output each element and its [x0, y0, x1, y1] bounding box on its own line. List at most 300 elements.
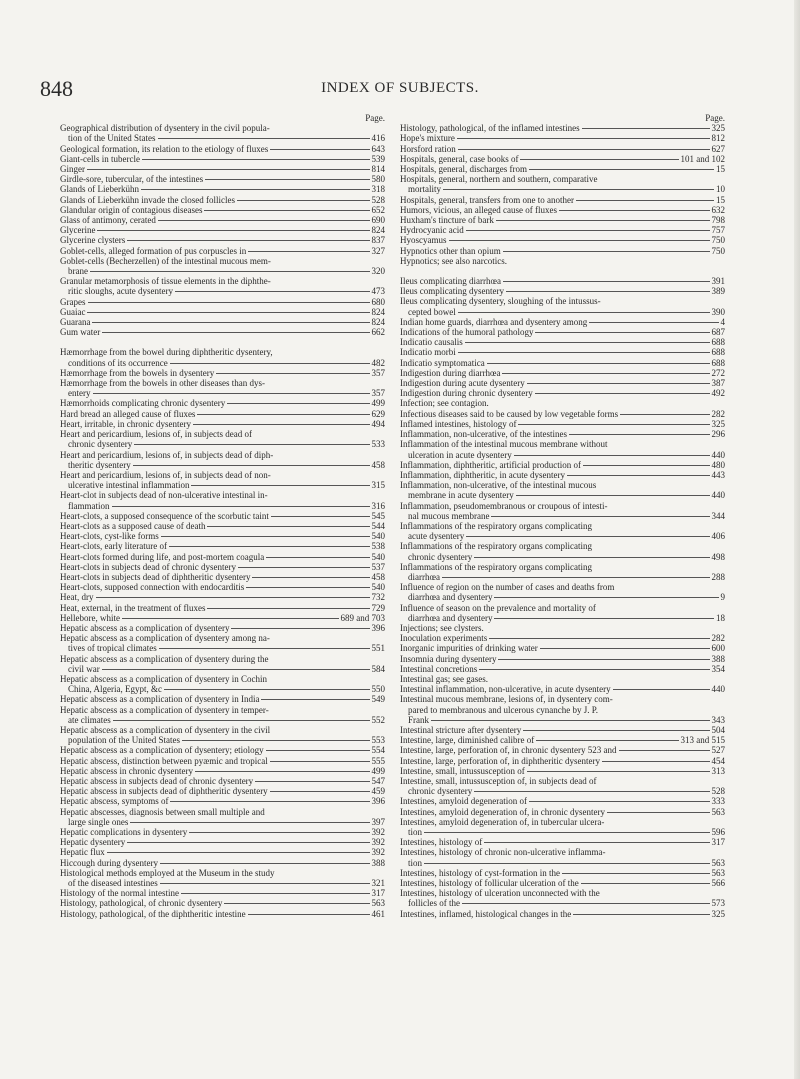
entry-text: ulcerative intestinal inflammation	[68, 480, 190, 491]
leader-line	[518, 424, 709, 425]
index-entry	[60, 398, 385, 408]
entry-text: Heart, irritable, in chronic dysentery	[60, 418, 191, 429]
leader-line	[457, 138, 710, 139]
index-entry	[60, 347, 385, 367]
section-gap	[400, 266, 725, 276]
index-entry	[400, 756, 725, 766]
entry-text: Heart and pericardium, lesions of, in subjects dead of diph-	[60, 449, 274, 460]
leader-line	[424, 863, 709, 864]
entry-text: Hope's mixture	[400, 133, 455, 144]
index-entry	[60, 154, 385, 164]
entry-text: Heart and pericardium, lesions of, in subjects dead of non-	[60, 469, 271, 480]
entry-page: 321	[371, 878, 385, 889]
index-entry	[60, 123, 385, 143]
leader-line	[175, 291, 370, 292]
entry-page: 392	[371, 847, 385, 858]
entry-page: 325	[711, 123, 725, 134]
entry-text: Intestine, large, perforation of, in diphtheritic dysentery	[400, 755, 601, 766]
index-entry	[60, 164, 385, 174]
index-entry	[400, 195, 725, 205]
leader-line	[503, 251, 710, 252]
entry-page: 688	[711, 357, 725, 368]
index-entry	[400, 388, 725, 398]
entry-page: 539	[371, 153, 385, 164]
index-entry	[60, 246, 385, 256]
entry-text: of the diseased intestines	[68, 878, 158, 889]
entry-text: Hypnotics; see also narcotics.	[400, 255, 507, 266]
entry-page: 729	[371, 602, 385, 613]
index-entry	[400, 582, 725, 602]
leader-line	[506, 291, 710, 292]
index-entry	[400, 745, 725, 755]
entry-page: 538	[371, 541, 385, 552]
leader-line	[494, 618, 714, 619]
index-entry	[60, 174, 385, 184]
entry-page: 688	[711, 337, 725, 348]
leader-line	[529, 169, 714, 170]
entry-page: 690	[371, 215, 385, 226]
entry-page: 282	[711, 633, 725, 644]
entry-text: Intestine, small, intussusception of, in subjects dead of	[400, 776, 597, 786]
entry-page: 545	[371, 510, 385, 521]
entry-text: follicles of the	[408, 898, 460, 909]
leader-line	[160, 863, 370, 864]
entry-text: China, Algeria, Egypt, &c	[68, 684, 162, 695]
entry-page: 563	[711, 806, 725, 817]
leader-line	[523, 730, 709, 731]
leader-line	[134, 444, 369, 445]
entry-text: Hepatic abscess as a complication of dysentery in Cochin	[60, 673, 267, 684]
entry-text: Hepatic abscess as a complication of dysentery in the civil	[60, 724, 271, 735]
entry-page: 544	[371, 520, 385, 531]
index-entry	[60, 796, 385, 806]
entry-text: Histology of the normal intestine	[60, 888, 179, 899]
leader-line	[96, 597, 370, 598]
entry-text: Intestines, amyloid degeneration of	[400, 796, 527, 807]
leader-line	[619, 750, 710, 751]
index-entry	[60, 868, 385, 888]
entry-text: Hypnotics other than opium	[400, 245, 501, 256]
index-entry	[60, 450, 385, 470]
leader-line	[248, 251, 369, 252]
leader-line	[142, 159, 370, 160]
entry-page: 458	[371, 571, 385, 582]
entry-text: Horsford ration	[400, 143, 456, 154]
entry-text: Intestines, histology of cyst-formation in the	[400, 867, 560, 878]
entry-page: 325	[711, 418, 725, 429]
entry-text: Hepatic abscess, symptoms of	[60, 796, 169, 807]
entry-page: 573	[711, 898, 725, 909]
entry-text: Glycerine clysters	[60, 235, 126, 246]
index-entry	[60, 368, 385, 378]
leader-line	[189, 832, 369, 833]
index-column-left	[60, 113, 385, 919]
index-entry	[400, 847, 725, 867]
entry-text: Inflammation, non-ulcerative, of the intestinal mucous	[400, 480, 597, 491]
entry-text: Inflammation, diphtheritic, artificial production of	[400, 459, 581, 470]
leader-line	[102, 332, 369, 333]
entry-text: Hospitals, general, northern and southern, comparative	[400, 174, 598, 185]
entry-text: ritic sloughs, acute dysentery	[68, 286, 173, 297]
entry-page: 296	[711, 429, 725, 440]
entry-text: Hiccough during dysentery	[60, 857, 158, 868]
entry-page: 492	[711, 388, 725, 399]
entry-text: Hæmorrhage from the bowels in dysentery	[60, 367, 215, 378]
entry-text: Inorganic impurities of drinking water	[400, 643, 538, 654]
entry-page: 333	[711, 796, 725, 807]
entry-page: 387	[711, 378, 725, 389]
leader-line	[442, 577, 710, 578]
leader-line	[431, 720, 710, 721]
leader-line	[535, 332, 709, 333]
index-entry	[400, 225, 725, 235]
index-entry	[400, 480, 725, 500]
entry-text: Inflammation of the intestinal mucous membrane without	[400, 439, 608, 450]
entry-text: diarrhœa and dysentery	[408, 612, 493, 623]
entry-page: 391	[711, 276, 725, 287]
index-entry	[400, 337, 725, 347]
leader-line	[207, 608, 369, 609]
entry-text: pared to membranous and ulcerous cynanche by J. P.	[408, 704, 598, 715]
entry-text: Intestinal gas; see gases.	[400, 673, 488, 684]
entry-text: membrane in acute dysentery	[408, 490, 514, 501]
leader-line	[607, 812, 710, 813]
leader-line	[246, 587, 369, 588]
leader-line	[122, 618, 339, 619]
index-entry	[400, 888, 725, 908]
index-entry	[60, 552, 385, 562]
entry-page: 325	[711, 908, 725, 919]
entry-page: 629	[371, 408, 385, 419]
entry-page: 316	[371, 500, 385, 511]
entry-page: 317	[371, 888, 385, 899]
entry-page: 596	[711, 827, 725, 838]
index-entry	[60, 327, 385, 337]
leader-line	[112, 506, 370, 507]
leader-line	[516, 495, 710, 496]
entry-page: 600	[711, 643, 725, 654]
entry-text: Histology, pathological, of the diphtheritic intestine	[60, 908, 246, 919]
index-entry	[400, 368, 725, 378]
entry-text: Inflammation, non-ulcerative, of the intestines	[400, 429, 567, 440]
entry-text: Glands of Lieberkühn invade the closed follicles	[60, 194, 235, 205]
entry-page: 440	[711, 449, 725, 460]
index-entry	[400, 470, 725, 480]
page-column-label: Page.	[365, 113, 385, 123]
entry-page: 527	[711, 745, 725, 756]
entry-page: 388	[711, 653, 725, 664]
leader-line	[443, 189, 714, 190]
entry-text: Intestines, amyloid degeneration of, in tubercular ulcera-	[400, 816, 605, 827]
entry-page: 388	[371, 857, 385, 868]
index-entry	[400, 817, 725, 837]
index-entry	[60, 786, 385, 796]
entry-page: 327	[371, 245, 385, 256]
entry-page: 555	[371, 755, 385, 766]
entry-text: Hospitals, general, case books of	[400, 153, 519, 164]
entry-page: 473	[371, 286, 385, 297]
leader-line	[540, 648, 710, 649]
entry-text: Goblet-cells (Becherzellen) of the intestinal mucous mem-	[60, 255, 271, 266]
leader-line	[127, 240, 369, 241]
entry-text: Indigestion during diarrhœa	[400, 367, 501, 378]
entry-text: Hellebore, white	[60, 612, 120, 623]
entry-text: Heart-clots formed during life, and post-mortem coagula	[60, 551, 265, 562]
leader-line	[562, 873, 710, 874]
index-entry	[400, 164, 725, 174]
entry-page: 459	[371, 786, 385, 797]
index-entry	[60, 592, 385, 602]
index-entry	[400, 633, 725, 643]
index-entry	[60, 837, 385, 847]
index-entry	[400, 296, 725, 316]
entry-page: 528	[371, 194, 385, 205]
entry-text: Insomnia during dysentery	[400, 653, 497, 664]
index-entry	[60, 776, 385, 786]
entry-text: Hepatic abscess in subjects dead of chronic dysentery	[60, 776, 254, 786]
entry-text: Girdle-sore, tubercular, of the intestines	[60, 174, 204, 185]
entry-text: Intestines, histology of follicular ulceration of the	[400, 878, 579, 889]
leader-line	[458, 149, 710, 150]
entry-text: Heart-clot in subjects dead of non-ulcerative intestinal in-	[60, 490, 268, 501]
entry-text: mortality	[408, 184, 441, 195]
entry-text: Intestines, histology of ulceration unconnected with the	[400, 888, 600, 899]
entry-page: 494	[371, 418, 385, 429]
entry-text: Indications of the humoral pathology	[400, 327, 534, 338]
entry-page: 318	[371, 184, 385, 195]
entry-text: Ileus complicating diarrhœa	[400, 276, 501, 287]
entry-page: 443	[711, 469, 725, 480]
leader-line	[216, 373, 369, 374]
index-entry	[60, 205, 385, 215]
entry-page: 10	[716, 184, 725, 195]
entry-text: cepted bowel	[408, 306, 456, 317]
entry-text: chronic dysentery	[68, 439, 133, 450]
leader-line	[88, 302, 370, 303]
entry-text: brane	[68, 266, 88, 277]
entry-page: 357	[371, 367, 385, 378]
entry-text: Hepatic abscess, distinction between pyæmic and tropical	[60, 755, 268, 766]
entry-text: Hepatic abscess as a complication of dysentery in temper-	[60, 704, 269, 715]
leader-line	[474, 791, 709, 792]
entry-text: Glycerine	[60, 225, 96, 236]
index-entry	[400, 796, 725, 806]
leader-line	[207, 526, 369, 527]
index-entry	[60, 307, 385, 317]
index-entry	[400, 398, 725, 408]
entry-text: Hepatic abscess as a complication of dysentery; etiology	[60, 745, 264, 756]
entry-text: Guaiac	[60, 306, 86, 317]
leader-line	[193, 424, 370, 425]
index-entry	[60, 317, 385, 327]
index-entry	[60, 235, 385, 245]
index-entry	[400, 205, 725, 215]
index-entry	[400, 868, 725, 878]
leader-line	[529, 801, 710, 802]
entry-text: Glands of Lieberkühn	[60, 184, 139, 195]
entry-text: Hepatic complications in dysentery	[60, 827, 188, 838]
leader-line	[92, 322, 369, 323]
entry-text: Injections; see clysters.	[400, 622, 484, 633]
entry-page: 584	[371, 663, 385, 674]
entry-page: 313 and 515	[680, 735, 725, 746]
leader-line	[487, 363, 710, 364]
leader-line	[474, 557, 709, 558]
leader-line	[169, 546, 370, 547]
leader-line	[581, 883, 710, 884]
entry-text: Gum water	[60, 327, 101, 338]
index-entry	[60, 215, 385, 225]
entry-page: 440	[711, 684, 725, 695]
index-entry	[400, 735, 725, 745]
leader-line	[158, 220, 370, 221]
entry-page: 461	[371, 908, 385, 919]
entry-text: Hyoscyamus	[400, 235, 447, 246]
leader-line	[170, 801, 369, 802]
index-entry	[400, 378, 725, 388]
entry-text: Hepatic dysentery	[60, 837, 126, 848]
entry-page: 482	[371, 357, 385, 368]
entry-text: Heart and pericardium, lesions of, in subjects dead of	[60, 429, 252, 440]
entry-page: 390	[711, 306, 725, 317]
index-entry	[400, 246, 725, 256]
leader-line	[514, 455, 710, 456]
index-entry	[400, 664, 725, 674]
entry-page: 824	[371, 225, 385, 236]
entry-text: Intestine, small, intussusception of	[400, 765, 525, 776]
entry-text: Hepatic abscesses, diagnosis between small multiple and	[60, 806, 265, 817]
index-entry	[60, 582, 385, 592]
index-entry	[400, 215, 725, 225]
leader-line	[231, 628, 369, 629]
index-entry	[60, 256, 385, 276]
index-entry	[60, 745, 385, 755]
leader-line	[270, 791, 370, 792]
index-entry	[400, 144, 725, 154]
index-entry	[400, 807, 725, 817]
index-entry	[60, 562, 385, 572]
entry-text: tion of the United States	[68, 133, 156, 144]
entry-text: diarrhœa	[408, 571, 440, 582]
index-entry	[60, 225, 385, 235]
entry-text: theritic dysentery	[68, 459, 131, 470]
leader-line	[164, 689, 370, 690]
index-entry	[400, 603, 725, 623]
index-entry	[400, 776, 725, 796]
leader-line	[181, 893, 370, 894]
index-entry	[60, 623, 385, 633]
leader-line	[583, 465, 710, 466]
entry-page: 632	[711, 204, 725, 215]
leader-line	[466, 536, 709, 537]
index-entry	[60, 725, 385, 745]
index-entry	[60, 409, 385, 419]
entry-page: 343	[711, 714, 725, 725]
entry-text: Intestines, inflamed, histological changes in the	[400, 908, 572, 919]
leader-line	[424, 832, 709, 833]
entry-page: 480	[711, 459, 725, 470]
entry-page: 824	[371, 306, 385, 317]
index-entry	[60, 378, 385, 398]
entry-text: entery	[68, 388, 91, 399]
entry-text: Inflammations of the respiratory organs complicating	[400, 520, 593, 531]
entry-text: flammation	[68, 500, 110, 511]
leader-line	[159, 648, 370, 649]
index-entry	[60, 898, 385, 908]
entry-page: 499	[371, 765, 385, 776]
leader-line	[527, 383, 710, 384]
leader-line	[97, 230, 369, 231]
entry-page: 101 and 102	[680, 153, 725, 164]
index-entry	[400, 123, 725, 133]
entry-text: ate climates	[68, 714, 111, 725]
entry-page: 552	[371, 714, 385, 725]
leader-line	[559, 210, 710, 211]
section-gap	[60, 337, 385, 347]
entry-page: 687	[711, 327, 725, 338]
entry-page: 563	[711, 867, 725, 878]
leader-line	[160, 883, 370, 884]
index-entry	[400, 276, 725, 286]
entry-text: Influence of season on the prevalence and mortality of	[400, 602, 596, 613]
running-head: INDEX OF SUBJECTS.	[321, 80, 479, 96]
index-entry	[400, 174, 725, 194]
entry-page: 9	[720, 592, 725, 603]
leader-line	[462, 903, 710, 904]
entry-text: Hepatic flux	[60, 847, 105, 858]
entry-text: Histology, pathological, of the inflamed intestines	[400, 123, 580, 134]
index-entry	[400, 694, 725, 725]
entry-page: 4	[720, 316, 725, 327]
index-entry	[60, 541, 385, 551]
leader-line	[191, 485, 369, 486]
index-entry	[400, 317, 725, 327]
leader-line	[458, 312, 710, 313]
entry-page: 354	[711, 663, 725, 674]
entry-page: 551	[371, 643, 385, 654]
entry-page: 357	[371, 388, 385, 399]
entry-text: Guarana	[60, 317, 91, 328]
leader-line	[576, 200, 714, 201]
entry-text: Glass of antimony, cerated	[60, 215, 156, 226]
entry-page: 689 and 703	[340, 612, 385, 623]
leader-line	[270, 149, 369, 150]
index-entry	[400, 521, 725, 541]
entry-page: 627	[711, 143, 725, 154]
index-entry	[60, 694, 385, 704]
index-entry	[60, 858, 385, 868]
leader-line	[498, 659, 709, 660]
entry-text: Histology, pathological, of chronic dysentery	[60, 898, 223, 909]
entry-text: Heart-clots, early literature of	[60, 541, 167, 552]
leader-line	[205, 179, 369, 180]
index-entry	[60, 297, 385, 307]
index-entry	[400, 623, 725, 633]
index-entry	[60, 470, 385, 490]
entry-text: Intestines, histology of chronic non-ulcerative inflamma-	[400, 847, 606, 858]
entry-text: population of the United States	[68, 735, 180, 746]
index-entry	[400, 286, 725, 296]
index-entry	[60, 807, 385, 827]
index-entry	[400, 725, 725, 735]
leader-line	[489, 638, 709, 639]
index-entry	[60, 654, 385, 674]
leader-line	[204, 210, 369, 211]
leader-line	[113, 720, 370, 721]
leader-line	[90, 271, 370, 272]
leader-line	[238, 567, 370, 568]
entry-text: Intestine, large, diminished calibre of	[400, 735, 535, 746]
